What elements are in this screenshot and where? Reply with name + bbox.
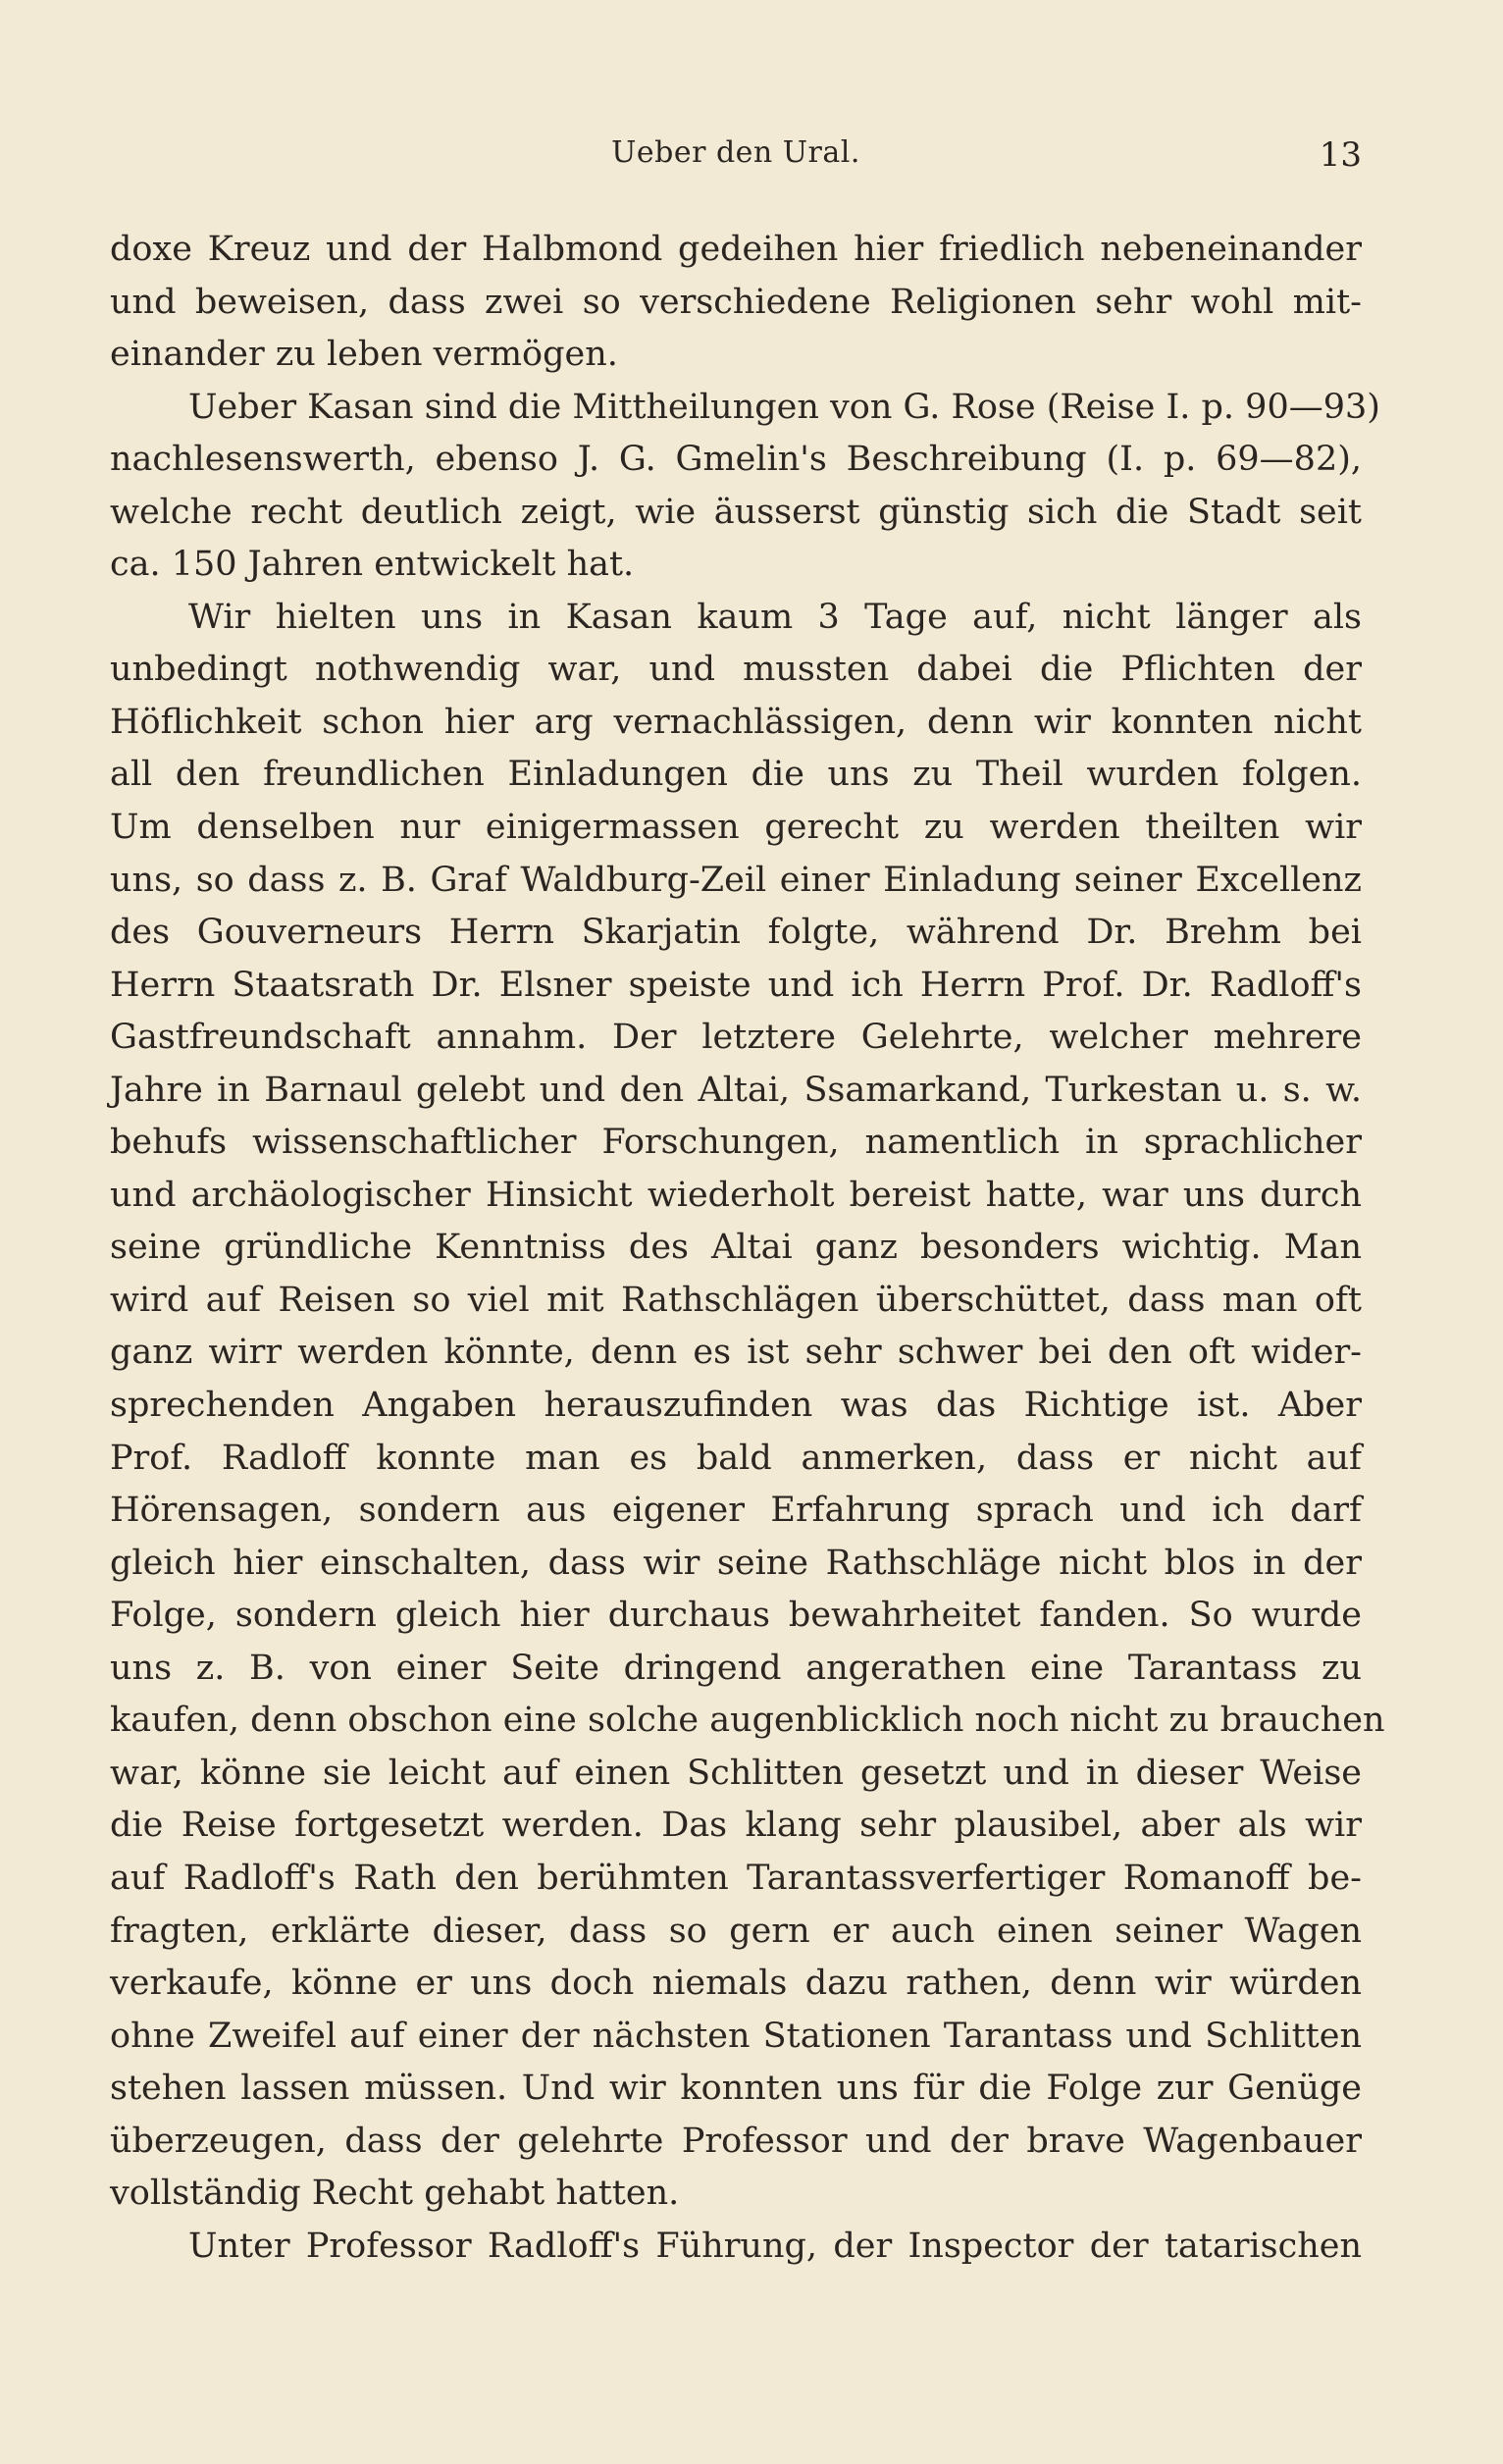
text-line: einander zu leben vermögen.: [110, 335, 618, 375]
text-line: Um denselben nur einigermassen gerecht zu werden theilten wir: [110, 808, 1362, 848]
page-number: 13: [1319, 135, 1362, 175]
text-line: war, könne sie leicht auf einen Schlitten gesetzt und in dieser Weise: [110, 1753, 1362, 1793]
text-line: ganz wirr werden könnte, denn es ist sehr schwer bei den oft wider-: [110, 1333, 1362, 1373]
text-line: Ueber Kasan sind die Mittheilungen von G. Rose (Reise I. p. 90—93): [188, 387, 1380, 427]
text-line: Prof. Radloff konnte man es bald anmerken, dass er nicht auf: [110, 1438, 1362, 1478]
text-line: Herrn Staatsrath Dr. Elsner speiste und ich Herrn Prof. Dr. Radloff's: [110, 965, 1362, 1005]
text-line: vollständig Recht gehabt hatten.: [110, 2174, 680, 2214]
text-line: doxe Kreuz und der Halbmond gedeihen hier friedlich nebeneinander: [110, 230, 1362, 269]
text-line: seine gründliche Kenntniss des Altai ganz besonders wichtig. Man: [110, 1228, 1362, 1268]
text-line: Folge, sondern gleich hier durchaus bewahrheitet fanden. So wurde: [110, 1596, 1362, 1636]
text-line: sprechenden Angaben herauszufinden was das Richtige ist. Aber: [110, 1386, 1362, 1426]
text-line: nachlesenswerth, ebenso J. G. Gmelin's Beschreibung (I. p. 69—82),: [110, 440, 1362, 480]
text-line: fragten, erklärte dieser, dass so gern er auch einen seiner Wagen: [110, 1911, 1362, 1951]
text-line: welche recht deutlich zeigt, wie äusserst günstig sich die Stadt seit: [110, 492, 1362, 532]
text-line: des Gouverneurs Herrn Skarjatin folgte, während Dr. Brehm bei: [110, 913, 1362, 953]
text-line: verkaufe, könne er uns doch niemals dazu rathen, denn wir würden: [110, 1964, 1362, 2004]
text-line: all den freundlichen Einladungen die uns zu Theil wurden folgen.: [110, 755, 1362, 795]
text-line: uns, so dass z. B. Graf Waldburg-Zeil einer Einladung seiner Excellenz: [110, 860, 1362, 900]
text-line: überzeugen, dass der gelehrte Professor und der brave Wagenbauer: [110, 2121, 1362, 2161]
text-line: wird auf Reisen so viel mit Rathschlägen überschüttet, dass man oft: [110, 1280, 1362, 1320]
text-line: ca. 150 Jahren entwickelt hat.: [110, 545, 635, 585]
text-line: Hörensagen, sondern aus eigener Erfahrung sprach und ich darf: [110, 1491, 1362, 1531]
text-line: die Reise fortgesetzt werden. Das klang sehr plausibel, aber als wir: [110, 1806, 1362, 1846]
text-line: Wir hielten uns in Kasan kaum 3 Tage auf, nicht länger als: [188, 597, 1362, 637]
text-line: Unter Professor Radloff's Führung, der Inspector der tatarischen: [188, 2226, 1362, 2266]
text-line: kaufen, denn obschon eine solche augenblicklich noch nicht zu brauchen: [110, 1701, 1385, 1741]
running-title: Ueber den Ural.: [611, 135, 860, 170]
text-line: und archäologischer Hinsicht wiederholt bereist hatte, war uns durch: [110, 1175, 1362, 1215]
text-line: gleich hier einschalten, dass wir seine Rathschläge nicht blos in der: [110, 1543, 1362, 1583]
text-line: Jahre in Barnaul gelebt und den Altai, Ssamarkand, Turkestan u. s. w.: [110, 1070, 1362, 1110]
body-text: [110, 224, 1385, 2273]
text-line: Gastfreundschaft annahm. Der letztere Gelehrte, welcher mehrere: [110, 1018, 1362, 1058]
text-line: unbedingt nothwendig war, und mussten dabei die Pflichten der: [110, 650, 1362, 690]
text-line: behufs wissenschaftlicher Forschungen, namentlich in sprachlicher: [110, 1123, 1362, 1163]
text-line: uns z. B. von einer Seite dringend angerathen eine Tarantass zu: [110, 1648, 1362, 1688]
text-line: ohne Zweifel auf einer der nächsten Stationen Tarantass und Schlitten: [110, 2016, 1362, 2056]
text-line: stehen lassen müssen. Und wir konnten uns für die Folge zur Genüge: [110, 2069, 1362, 2109]
text-line: auf Radloff's Rath den berühmten Tarantassverfertiger Romanoff be-: [110, 1858, 1362, 1898]
text-line: Höflichkeit schon hier arg vernachlässigen, denn wir konnten nicht: [110, 702, 1362, 742]
page-header: [110, 135, 1362, 184]
text-line: und beweisen, dass zwei so verschiedene Religionen sehr wohl mit-: [110, 282, 1362, 322]
